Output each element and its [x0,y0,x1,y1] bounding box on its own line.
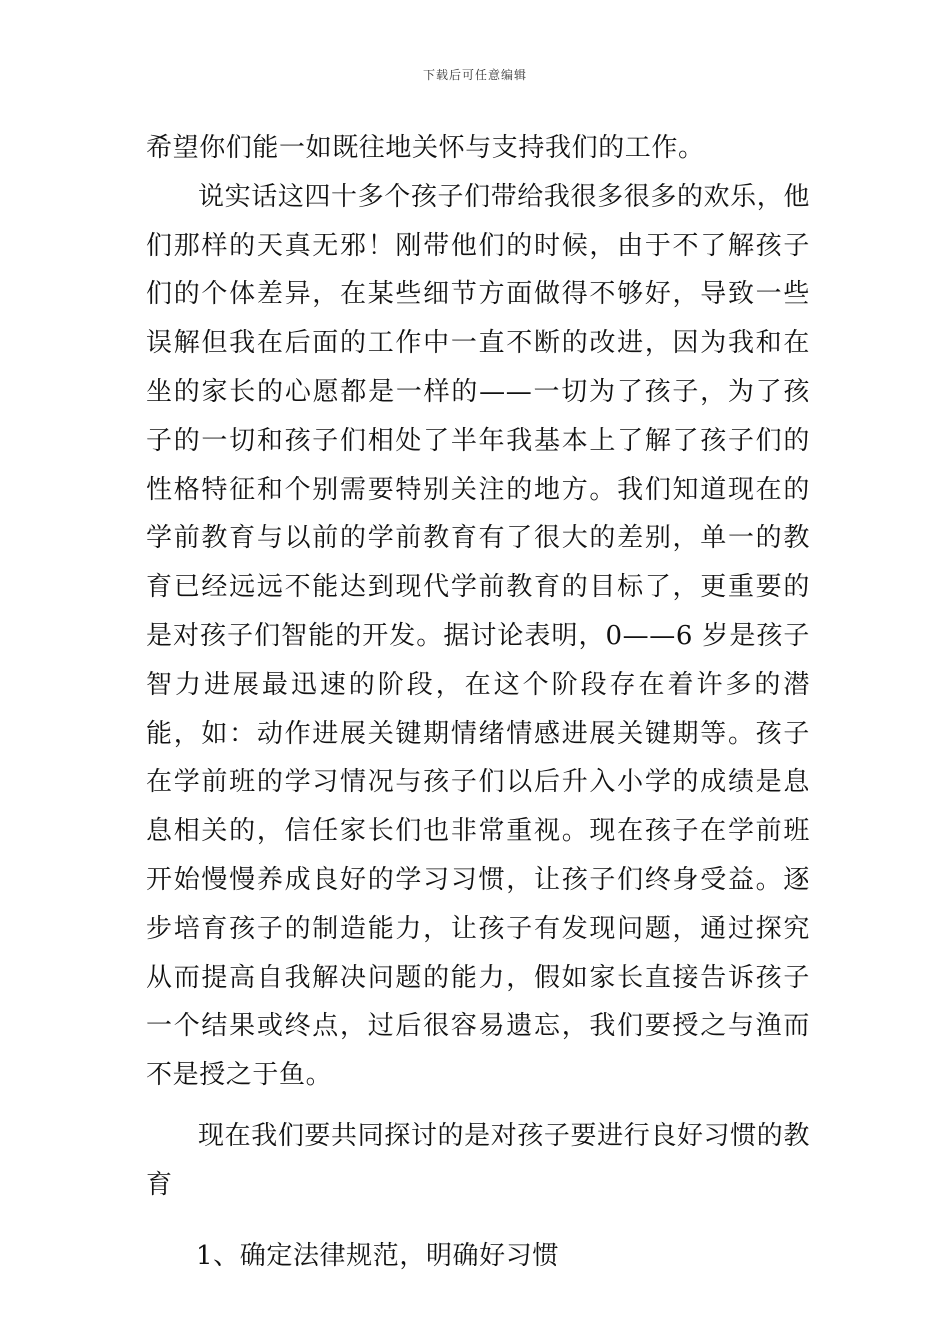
paragraph-3: 现在我们要共同探讨的是对孩子要进行良好习惯的教育 [146,1120,810,1200]
document-body [146,124,810,1280]
list-item-1: 1、确定法律规范，明确好习惯 [196,1240,559,1271]
page-header: 下载后可任意编辑 [422,68,527,82]
paragraph-2: 说实话这四十多个孩子们带给我很多很多的欢乐，他们那样的天真无邪！刚带他们的时候，由于不了解孩子们的个体差异，在某些细节方面做得不够好，导致一些误解但我在后面的工作中一直不断的改进，因为我和在坐的家长的心愿都是一样的——一切为了孩子，为了孩子的一切和孩子们相处了半年我基本上了解了孩子们的性格特征和个别需要特别关注的地方。我们知道现在的学前教育与以前的学前教育有了很大的差别，单一的教育已经远远不能达到现代学前教育的目标了，更重要的是对孩子们智能的开发。据讨论表明，0——6 岁是孩子智力进展最迅速的阶段，在这个阶段存在着许多的潜能，如：动作进展关键期情绪情感进展关键期等。孩子在学前班的学习情况与孩子们以后升入小学的成绩是息息相关的，信任家长们也非常重视。现在孩子在学前班开始慢慢养成良好的学习习惯，让孩子们终身受益。逐步培育孩子的制造能力，让孩子有发现问题，通过探究从而提高自我解决问题的能力，假如家长直接告诉孩子一个结果或终点，过后很容易遗忘，我们要授之与渔而不是授之于鱼。 [146,181,810,1091]
paragraph-1: 希望你们能一如既往地关怀与支持我们的工作。 [146,133,705,163]
